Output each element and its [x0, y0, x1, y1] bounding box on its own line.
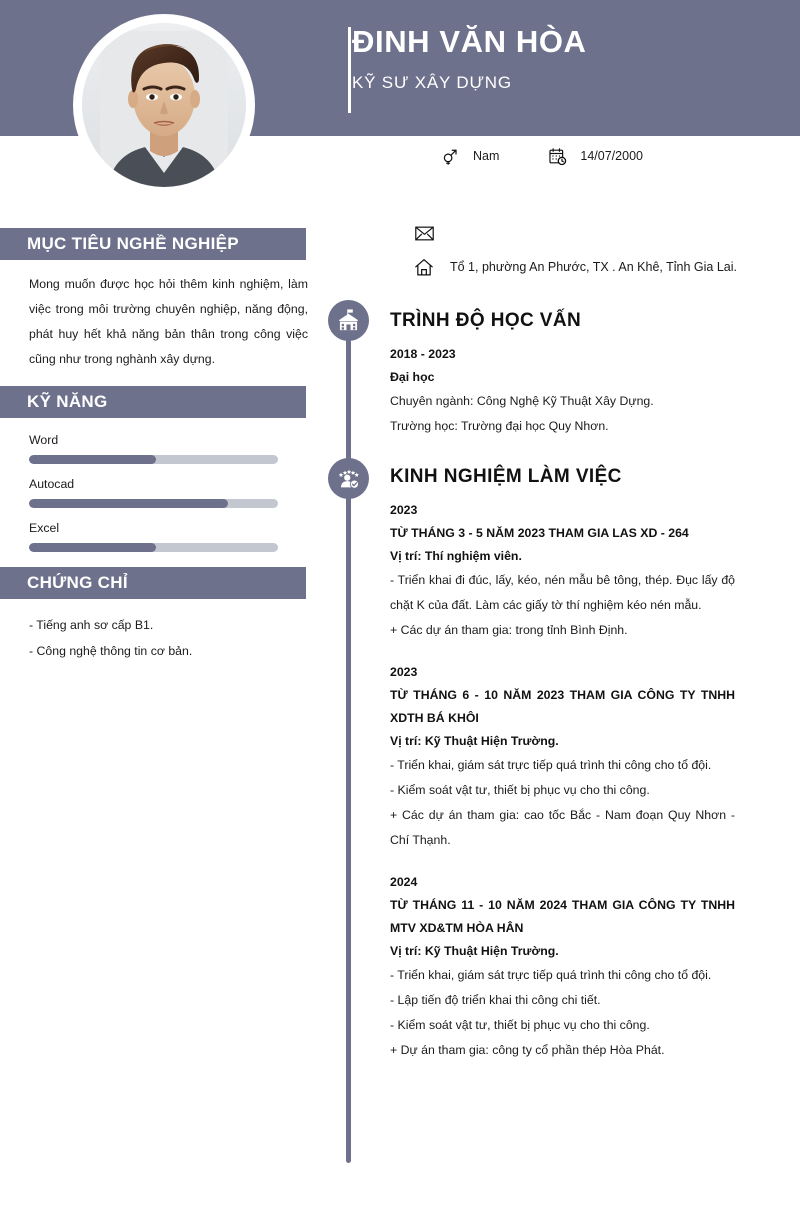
- gender-item: [440, 146, 499, 166]
- contact-block: [412, 216, 737, 284]
- header-text-block: [352, 22, 782, 94]
- avatar: [73, 14, 255, 196]
- list-item: - Công nghệ thông tin cơ bản.: [29, 644, 193, 658]
- name-divider-rule: [348, 27, 351, 113]
- experience-entry: [390, 871, 735, 1063]
- education-entry: [390, 343, 735, 439]
- gender-icon: [440, 146, 460, 166]
- education-level: Đại học: [390, 370, 435, 384]
- certificates-list: [29, 612, 304, 664]
- experience-entry: [390, 661, 735, 853]
- address-value: Tổ 1, phường An Phước, TX . An Khê, Tỉnh Gia Lai.: [450, 260, 737, 274]
- sidebar: [0, 228, 320, 664]
- experience-bullet: - Triển khai đi đúc, lấy, kéo, nén mẫu bê tông, thép. Đục lấy độ chặt K của đất. Làm các giấy tờ thí nghiệm kéo nén mẫu.: [390, 573, 735, 612]
- birthdate-value: 14/07/2000: [580, 149, 643, 163]
- certificates-section-header: [0, 567, 306, 599]
- portrait-photo: [82, 23, 246, 187]
- skill-progress-fill: [29, 543, 156, 552]
- job-title: KỸ SƯ XÂY DỰNG: [352, 73, 512, 92]
- experience-year: 2023: [390, 665, 418, 679]
- objective-text: Mong muốn được học hỏi thêm kinh nghiệm, làm việc trong môi trường chuyên nghiệp, năng động, phát huy hết khả năng bản thân trong công việc cũng như trong nghành xây dựng.: [29, 277, 308, 366]
- experience-year: 2024: [390, 875, 418, 889]
- experience-role: Vị trí: Thí nghiệm viên.: [390, 549, 522, 563]
- address-row: [412, 250, 737, 284]
- education-title: TRÌNH ĐỘ HỌC VẤN: [390, 310, 582, 331]
- experience-bullet: - Triển khai, giám sát trực tiếp quá trình thi công cho tổ đội.: [390, 968, 712, 982]
- gender-value: Nam: [473, 149, 500, 163]
- person-award-icon: [328, 458, 369, 499]
- timeline-rail: [346, 322, 351, 1163]
- personal-meta-row: [440, 146, 643, 166]
- objective-section-header: [0, 228, 306, 260]
- certificates-title: CHỨNG CHỈ: [27, 573, 128, 592]
- skill-progress-fill: [29, 499, 228, 508]
- experience-year: 2023: [390, 503, 418, 517]
- experience-bullet: + Các dự án tham gia: trong tỉnh Bình Định.: [390, 623, 628, 637]
- experience-heading: TỪ THÁNG 3 - 5 NĂM 2023 THAM GIA LAS XD - 264: [390, 526, 689, 540]
- skill-item: [29, 519, 293, 552]
- experience-role: Vị trí: Kỹ Thuật Hiện Trường.: [390, 944, 559, 958]
- experience-entry: [390, 499, 735, 643]
- envelope-icon: [412, 221, 436, 245]
- skill-progress-track: [29, 455, 278, 464]
- experience-bullet: + Dự án tham gia: công ty cổ phần thép Hòa Phát.: [390, 1043, 665, 1057]
- experience-bullet: - Kiểm soát vật tư, thiết bị phục vụ cho thi công.: [390, 783, 650, 797]
- calendar-clock-icon: [547, 146, 567, 166]
- experience-bullet: - Kiểm soát vật tư, thiết bị phục vụ cho thi công.: [390, 1018, 650, 1032]
- skill-progress-track: [29, 499, 278, 508]
- skill-progress-fill: [29, 455, 156, 464]
- experience-bullet: - Lập tiến độ triển khai thi công chi tiết.: [390, 993, 601, 1007]
- skill-label: Excel: [29, 521, 60, 535]
- skills-title: KỸ NĂNG: [27, 392, 108, 411]
- skill-label: Word: [29, 433, 59, 447]
- education-years: 2018 - 2023: [390, 347, 456, 361]
- skills-list: [0, 431, 320, 552]
- skill-label: Autocad: [29, 477, 75, 491]
- experience-title: KINH NGHIỆM LÀM VIỆC: [390, 466, 622, 487]
- home-icon: [412, 255, 436, 279]
- education-school: Trường học: Trường đại học Quy Nhơn.: [390, 419, 609, 433]
- education-section: [390, 308, 735, 439]
- experience-heading: TỪ THÁNG 11 - 10 NĂM 2024 THAM GIA CÔNG TY TNHH MTV XD&TM HÒA HÂN: [390, 898, 735, 935]
- education-major: Chuyên ngành: Công Nghệ Kỹ Thuật Xây Dựng.: [390, 394, 654, 408]
- objective-title: MỤC TIÊU NGHỀ NGHIỆP: [27, 234, 239, 253]
- experience-bullet: + Các dự án tham gia: cao tốc Bắc - Nam đoạn Quy Nhơn - Chí Thạnh.: [390, 808, 735, 847]
- skill-item: [29, 475, 293, 508]
- skills-section-header: [0, 386, 306, 418]
- experience-bullet: - Triển khai, giám sát trực tiếp quá trình thi công cho tổ đội.: [390, 758, 712, 772]
- experience-section: [390, 464, 735, 1063]
- email-row: [412, 216, 737, 250]
- skill-item: [29, 431, 293, 464]
- skill-progress-track: [29, 543, 278, 552]
- experience-role: Vị trí: Kỹ Thuật Hiện Trường.: [390, 734, 559, 748]
- page-title: ĐINH VĂN HÒA: [352, 24, 587, 59]
- experience-heading: TỪ THÁNG 6 - 10 NĂM 2023 THAM GIA CÔNG TY TNHH XDTH BÁ KHÔI: [390, 688, 735, 725]
- list-item: - Tiếng anh sơ cấp B1.: [29, 618, 154, 632]
- school-icon: [328, 300, 369, 341]
- birthdate-item: [547, 146, 643, 166]
